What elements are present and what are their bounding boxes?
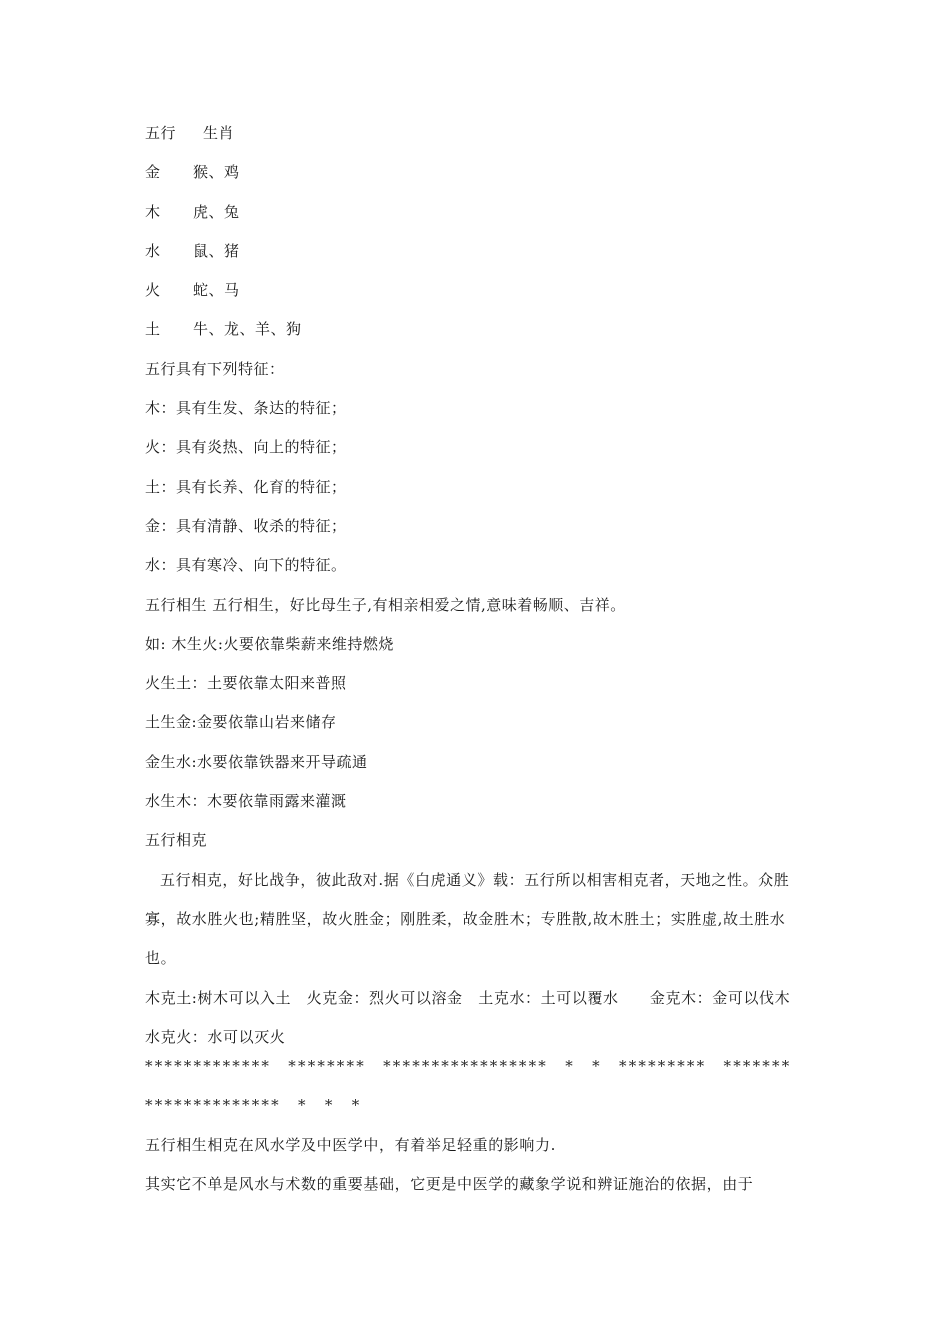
- row-zodiac: 牛、龙、羊、狗: [193, 320, 302, 339]
- sheng-line: 金生水:水要依靠铁器来开导疏通: [145, 752, 368, 771]
- ke-paragraph: 五行相克，好比战争，彼此敌对.据《白虎通义》载：五行所以相害相克者，天地之性。众胜寡，故水胜火也;精胜坚，故火胜金；刚胜柔，故金胜木；专胜散,故木胜土；实胜虚,故土胜水也。: [145, 870, 790, 968]
- row-zodiac: 鼠、猪: [193, 241, 240, 260]
- table-row: [145, 242, 810, 261]
- table-row: [145, 203, 810, 222]
- sheng-line: 火生土：土要依靠太阳来普照: [145, 674, 347, 693]
- document-body: [145, 124, 810, 1204]
- table-row: [145, 281, 810, 300]
- trait-line: 水：具有寒冷、向下的特征。: [145, 556, 347, 575]
- row-element: 金: [145, 163, 161, 182]
- header-zodiac: 生肖: [203, 124, 235, 142]
- table-row: [145, 163, 810, 182]
- header-element: 五行: [145, 124, 177, 142]
- row-zodiac: 虎、兔: [193, 202, 240, 221]
- row-zodiac: 猴、鸡: [193, 163, 240, 182]
- trait-line: 土：具有长养、化育的特征；: [145, 477, 347, 496]
- row-element: 水: [145, 241, 161, 260]
- row-zodiac: 蛇、马: [193, 281, 240, 300]
- row-element: 土: [145, 320, 161, 339]
- row-element: 火: [145, 281, 161, 300]
- trait-line: 木：具有生发、条达的特征；: [145, 399, 347, 418]
- sheng-intro: 五行相生 五行相生，好比母生子,有相亲相爱之情,意味着畅顺、吉祥。: [145, 595, 626, 614]
- separator-stars: ************* ******** ***************** * * ********* ******* ************** * * *: [145, 1057, 809, 1115]
- table-row: [145, 320, 810, 339]
- sheng-line: 如: 木生火:火要依靠柴薪来维持燃烧: [145, 634, 394, 653]
- ke-examples: 木克土:树木可以入土 火克金：烈火可以溶金 土克水：土可以覆水 金克木：金可以伐木 水克火：水可以灭火: [145, 988, 806, 1046]
- closing-line: 五行相生相克在风水学及中医学中，有着举足轻重的影响力.: [145, 1135, 556, 1154]
- traits-intro: 五行具有下列特征：: [145, 359, 285, 378]
- sheng-line: 土生金:金要依靠山岩来储存: [145, 713, 337, 732]
- table-header: [145, 124, 810, 143]
- ke-title: 五行相克: [145, 831, 208, 850]
- sheng-line: 水生木：木要依靠雨露来灌溉: [145, 792, 347, 811]
- trait-line: 金：具有清静、收杀的特征；: [145, 516, 347, 535]
- row-element: 木: [145, 202, 161, 221]
- trait-line: 火：具有炎热、向上的特征；: [145, 438, 347, 457]
- closing-line: 其实它不单是风水与术数的重要基础，它更是中医学的藏象学说和辨证施治的依据，由于: [145, 1175, 754, 1194]
